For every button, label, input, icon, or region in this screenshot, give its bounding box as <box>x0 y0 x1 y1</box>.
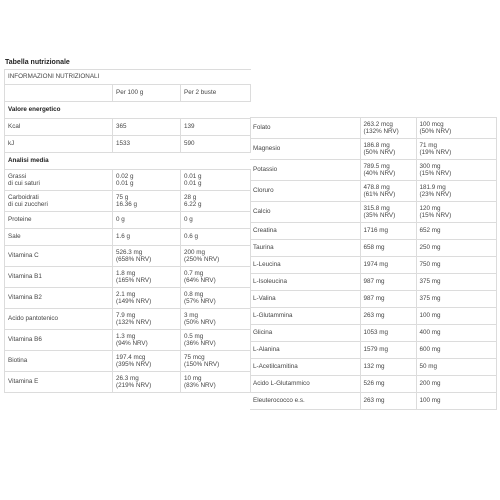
table-row <box>250 393 496 410</box>
nutrient-label: Biotina <box>5 351 113 372</box>
nutrient-label: L-Acetilcarnitina <box>250 359 360 376</box>
value-per-100g: 1053 mg <box>360 325 416 342</box>
nutrient-label: Eleuterococco e.s. <box>250 393 360 410</box>
value-per-2-sachets: 100 mcg (50% NRV) <box>416 118 496 139</box>
value-per-100g: 789.5 mg (40% NRV) <box>360 160 416 181</box>
table-row <box>250 325 496 342</box>
value-per-2-sachets: 75 mcg (150% NRV) <box>181 351 251 372</box>
nutrient-label: Carboidrati di cui zuccheri <box>5 191 113 212</box>
table-row <box>5 309 251 330</box>
value-per-2-sachets: 28 g 6.22 g <box>181 191 251 212</box>
table-row <box>5 288 251 309</box>
table-row <box>5 351 251 372</box>
value-per-2-sachets: 139 <box>181 119 251 136</box>
nutrient-label: kJ <box>5 136 113 153</box>
nutrient-label: Calcio <box>250 202 360 223</box>
table-row <box>5 229 251 246</box>
table-row <box>250 359 496 376</box>
table-row <box>5 267 251 288</box>
table-row <box>5 191 251 212</box>
table-header-row <box>5 70 251 85</box>
table-row <box>5 119 251 136</box>
value-per-100g: 26.3 mg (219% NRV) <box>113 372 181 393</box>
value-per-100g: 365 <box>113 119 181 136</box>
column-header: Per 100 g <box>113 85 181 102</box>
value-per-2-sachets: 71 mg (19% NRV) <box>416 139 496 160</box>
value-per-2-sachets: 50 mg <box>416 359 496 376</box>
value-per-2-sachets: 590 <box>181 136 251 153</box>
value-per-100g: 1533 <box>113 136 181 153</box>
nutrient-label: Cloruro <box>250 181 360 202</box>
value-per-2-sachets: 652 mg <box>416 223 496 240</box>
table-row <box>5 212 251 229</box>
table-row <box>250 257 496 274</box>
value-per-100g: 1.3 mg (94% NRV) <box>113 330 181 351</box>
value-per-100g: 186.8 mg (50% NRV) <box>360 139 416 160</box>
table-row <box>250 274 496 291</box>
value-per-2-sachets: 100 mg <box>416 393 496 410</box>
value-per-100g: 658 mg <box>360 240 416 257</box>
table-row <box>5 330 251 351</box>
value-per-100g: 263 mg <box>360 308 416 325</box>
value-per-100g: 263 mg <box>360 393 416 410</box>
nutrient-label: Vitamina B6 <box>5 330 113 351</box>
section-label: Analisi media <box>5 153 251 170</box>
nutrient-label: Vitamina B2 <box>5 288 113 309</box>
section-label: Valore energetico <box>5 102 251 119</box>
value-per-2-sachets: 0.01 g 0.01 g <box>181 170 251 191</box>
value-per-100g: 526.3 mg (658% NRV) <box>113 246 181 267</box>
nutrient-label: Vitamina E <box>5 372 113 393</box>
table-row <box>5 136 251 153</box>
value-per-100g: 315.8 mg (35% NRV) <box>360 202 416 223</box>
table-row <box>250 342 496 359</box>
value-per-100g: 1974 mg <box>360 257 416 274</box>
table-row <box>250 291 496 308</box>
value-per-100g: 263.2 mcg (132% NRV) <box>360 118 416 139</box>
nutrient-label: Folato <box>250 118 360 139</box>
nutrient-label: L-Leucina <box>250 257 360 274</box>
value-per-2-sachets: 200 mg <box>416 376 496 393</box>
nutrient-label: Glicina <box>250 325 360 342</box>
table-row <box>250 139 496 160</box>
value-per-2-sachets: 300 mg (15% NRV) <box>416 160 496 181</box>
nutrient-label: Acido pantotenico <box>5 309 113 330</box>
value-per-2-sachets: 10 mg (83% NRV) <box>181 372 251 393</box>
value-per-100g: 197.4 mcg (395% NRV) <box>113 351 181 372</box>
table-row <box>250 118 496 139</box>
value-per-2-sachets: 375 mg <box>416 291 496 308</box>
nutrient-label: L-Isoleucina <box>250 274 360 291</box>
value-per-2-sachets: 181.9 mg (23% NRV) <box>416 181 496 202</box>
nutrient-label: Taurina <box>250 240 360 257</box>
table-row <box>250 223 496 240</box>
nutrient-label: Creatina <box>250 223 360 240</box>
table-row <box>250 376 496 393</box>
nutrient-label: Magnesio <box>250 139 360 160</box>
info-header-cell: INFORMAZIONI NUTRIZIONALI <box>5 70 251 85</box>
value-per-100g: 478.8 mg (61% NRV) <box>360 181 416 202</box>
nutrient-label: Vitamina C <box>5 246 113 267</box>
value-per-100g: 0 g <box>113 212 181 229</box>
value-per-2-sachets: 0.6 g <box>181 229 251 246</box>
table-row <box>5 372 251 393</box>
nutrient-label: L-Alanina <box>250 342 360 359</box>
value-per-2-sachets: 375 mg <box>416 274 496 291</box>
value-per-2-sachets: 400 mg <box>416 325 496 342</box>
nutrient-label: L-Glutammina <box>250 308 360 325</box>
nutrition-table-right <box>250 117 497 410</box>
value-per-2-sachets: 200 mg (250% NRV) <box>181 246 251 267</box>
value-per-2-sachets: 3 mg (50% NRV) <box>181 309 251 330</box>
column-header <box>5 85 113 102</box>
nutrient-label: Grassi di cui saturi <box>5 170 113 191</box>
nutrition-table-left <box>4 69 251 393</box>
table-row <box>5 246 251 267</box>
value-per-2-sachets: 100 mg <box>416 308 496 325</box>
value-per-100g: 1716 mg <box>360 223 416 240</box>
nutrient-label: L-Valina <box>250 291 360 308</box>
value-per-2-sachets: 0.5 mg (36% NRV) <box>181 330 251 351</box>
page-title: Tabella nutrizionale <box>5 59 70 66</box>
nutrient-label: Potassio <box>250 160 360 181</box>
value-per-100g: 7.9 mg (132% NRV) <box>113 309 181 330</box>
value-per-100g: 75 g 16.36 g <box>113 191 181 212</box>
nutrient-label: Kcal <box>5 119 113 136</box>
value-per-2-sachets: 0.7 mg (64% NRV) <box>181 267 251 288</box>
nutrient-label: Proteine <box>5 212 113 229</box>
table-row <box>250 308 496 325</box>
value-per-100g: 0.02 g 0.01 g <box>113 170 181 191</box>
nutrient-label: Vitamina B1 <box>5 267 113 288</box>
column-header-row <box>5 85 251 102</box>
section-row <box>5 102 251 119</box>
value-per-2-sachets: 250 mg <box>416 240 496 257</box>
value-per-2-sachets: 0.8 mg (57% NRV) <box>181 288 251 309</box>
table-row <box>250 181 496 202</box>
value-per-2-sachets: 600 mg <box>416 342 496 359</box>
table-row <box>250 160 496 181</box>
nutrient-label: Sale <box>5 229 113 246</box>
value-per-100g: 526 mg <box>360 376 416 393</box>
table-row <box>5 170 251 191</box>
column-header: Per 2 buste <box>181 85 251 102</box>
value-per-100g: 987 mg <box>360 291 416 308</box>
table-row <box>250 202 496 223</box>
value-per-2-sachets: 120 mg (15% NRV) <box>416 202 496 223</box>
value-per-100g: 1579 mg <box>360 342 416 359</box>
value-per-100g: 2.1 mg (149% NRV) <box>113 288 181 309</box>
value-per-100g: 1.8 mg (165% NRV) <box>113 267 181 288</box>
value-per-2-sachets: 750 mg <box>416 257 496 274</box>
nutrient-label: Acido L-Glutammico <box>250 376 360 393</box>
table-row <box>250 240 496 257</box>
value-per-100g: 987 mg <box>360 274 416 291</box>
value-per-100g: 1.6 g <box>113 229 181 246</box>
value-per-100g: 132 mg <box>360 359 416 376</box>
value-per-2-sachets: 0 g <box>181 212 251 229</box>
section-row <box>5 153 251 170</box>
